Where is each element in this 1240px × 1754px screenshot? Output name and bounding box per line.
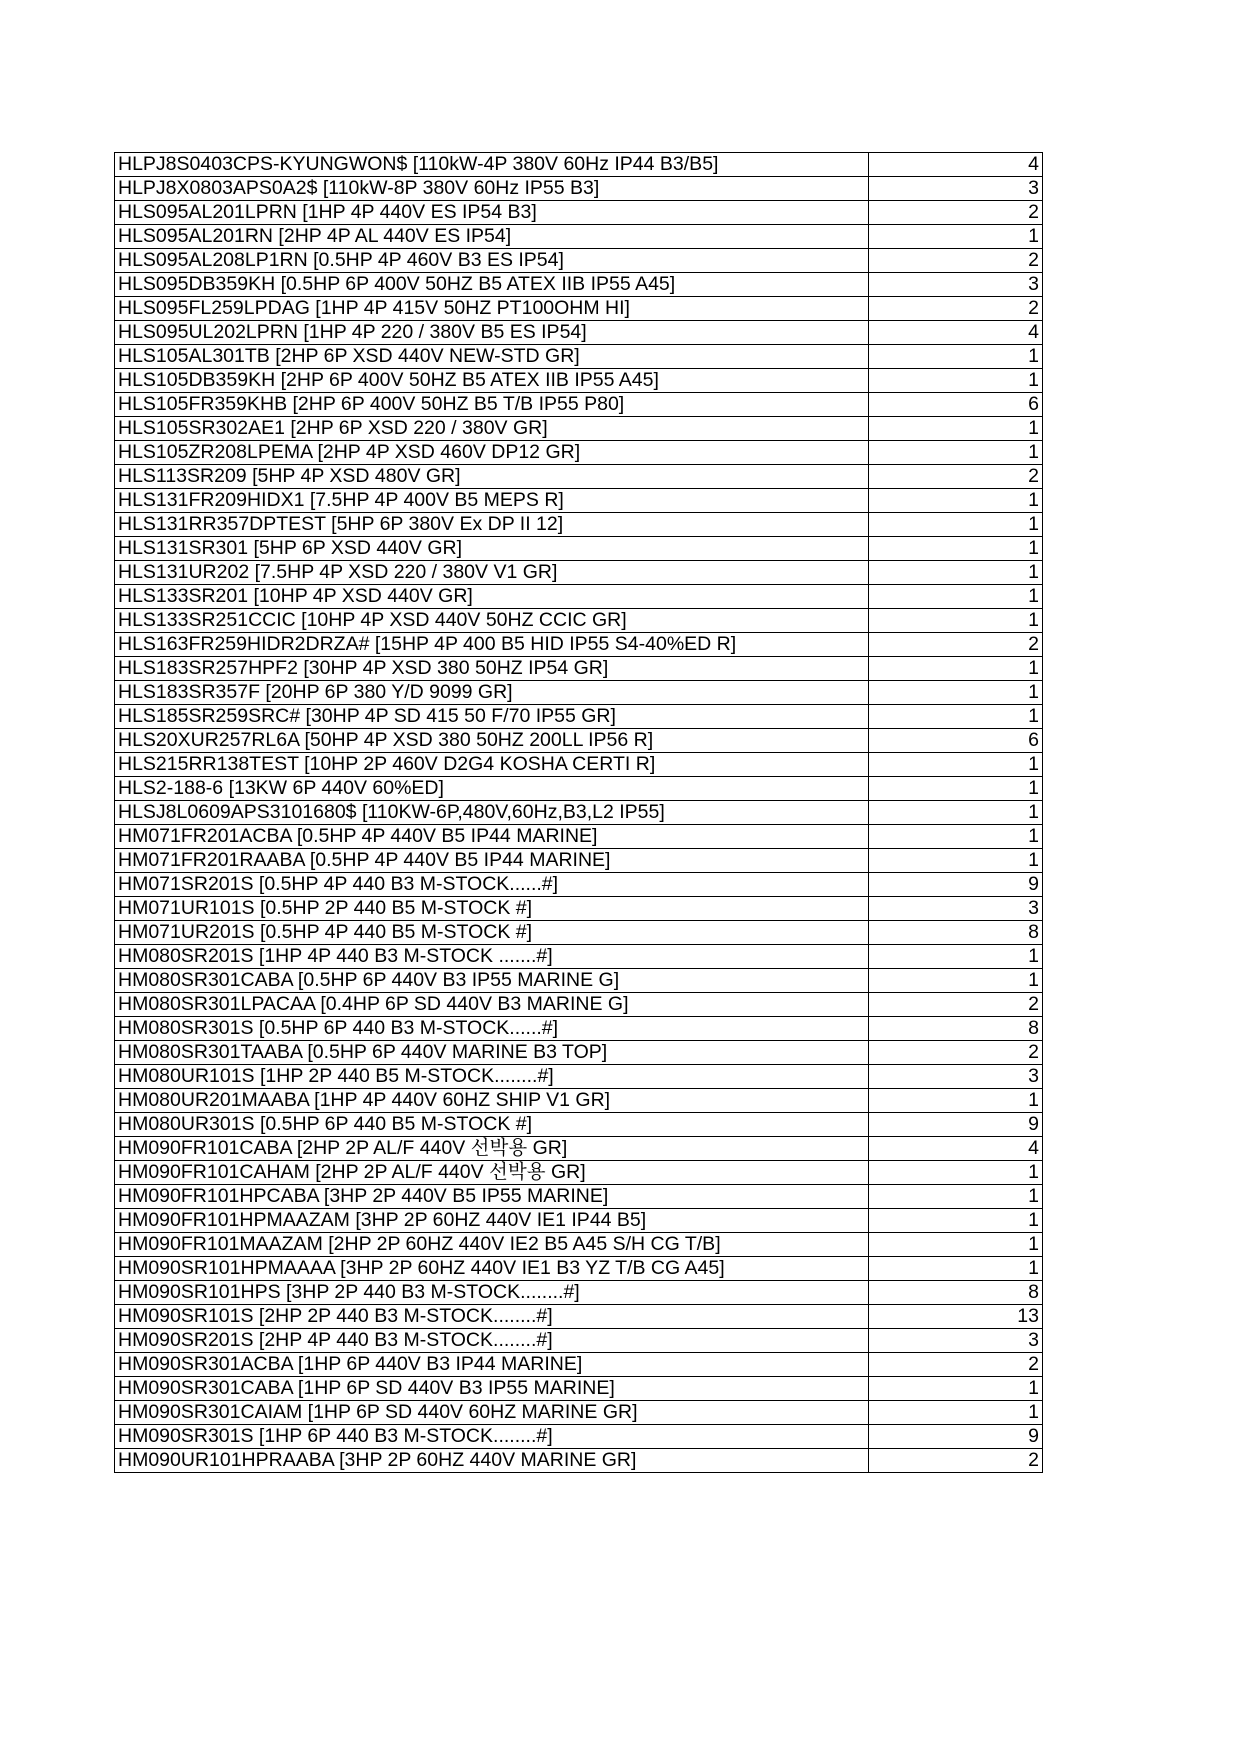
quantity-cell: 1	[869, 825, 1043, 849]
item-description-cell: HM090SR301S [1HP 6P 440 B3 M-STOCK........#]	[115, 1425, 869, 1449]
table-row	[115, 1017, 1043, 1041]
item-description-cell: HLS163FR259HIDR2DRZA# [15HP 4P 400 B5 HID IP55 S4-40%ED R]	[115, 633, 869, 657]
quantity-cell: 1	[869, 513, 1043, 537]
table-row	[115, 513, 1043, 537]
item-description-cell: HM071UR201S [0.5HP 4P 440 B5 M-STOCK #]	[115, 921, 869, 945]
item-description-cell: HLS20XUR257RL6A [50HP 4P XSD 380 50HZ 200LL IP56 R]	[115, 729, 869, 753]
table-row	[115, 945, 1043, 969]
quantity-cell: 1	[869, 657, 1043, 681]
item-description-cell: HLS095AL201RN [2HP 4P AL 440V ES IP54]	[115, 225, 869, 249]
table-row	[115, 753, 1043, 777]
quantity-cell: 1	[869, 1377, 1043, 1401]
item-description-cell: HLS095FL259LPDAG [1HP 4P 415V 50HZ PT100OHM HI]	[115, 297, 869, 321]
table-row	[115, 729, 1043, 753]
table-row	[115, 1425, 1043, 1449]
item-description-cell: HLS133SR251CCIC [10HP 4P XSD 440V 50HZ CCIC GR]	[115, 609, 869, 633]
quantity-cell: 9	[869, 1425, 1043, 1449]
quantity-cell: 2	[869, 465, 1043, 489]
item-description-cell: HM080SR301LPACAA [0.4HP 6P SD 440V B3 MARINE G]	[115, 993, 869, 1017]
table-row	[115, 561, 1043, 585]
table-row	[115, 489, 1043, 513]
item-description-cell: HLS2-188-6 [13KW 6P 440V 60%ED]	[115, 777, 869, 801]
table-row	[115, 1281, 1043, 1305]
quantity-cell: 6	[869, 393, 1043, 417]
item-description-cell: HM090FR101CAHAM [2HP 2P AL/F 440V 선박용 GR]	[115, 1161, 869, 1185]
quantity-cell: 1	[869, 1089, 1043, 1113]
item-description-cell: HLS105AL301TB [2HP 6P XSD 440V NEW-STD GR]	[115, 345, 869, 369]
item-description-cell: HM090SR101S [2HP 2P 440 B3 M-STOCK........#]	[115, 1305, 869, 1329]
quantity-cell: 1	[869, 1185, 1043, 1209]
quantity-cell: 1	[869, 225, 1043, 249]
table-row	[115, 1209, 1043, 1233]
table-row	[115, 993, 1043, 1017]
table-row	[115, 225, 1043, 249]
item-description-cell: HLS105DB359KH [2HP 6P 400V 50HZ B5 ATEX IIB IP55 A45]	[115, 369, 869, 393]
quantity-cell: 1	[869, 705, 1043, 729]
item-description-cell: HLPJ8S0403CPS-KYUNGWON$ [110kW-4P 380V 60Hz IP44 B3/B5]	[115, 153, 869, 177]
item-description-cell: HM090SR201S [2HP 4P 440 B3 M-STOCK........#]	[115, 1329, 869, 1353]
table-row	[115, 393, 1043, 417]
table-row	[115, 1401, 1043, 1425]
item-description-cell: HLS113SR209 [5HP 4P XSD 480V GR]	[115, 465, 869, 489]
item-description-cell: HM080UR201MAABA [1HP 4P 440V 60HZ SHIP V1 GR]	[115, 1089, 869, 1113]
table-row	[115, 1065, 1043, 1089]
inventory-table	[114, 152, 1043, 1473]
item-description-cell: HM090UR101HPRAABA [3HP 2P 60HZ 440V MARINE GR]	[115, 1449, 869, 1473]
table-row	[115, 825, 1043, 849]
item-description-cell: HLS131UR202 [7.5HP 4P XSD 220 / 380V V1 GR]	[115, 561, 869, 585]
table-row	[115, 1449, 1043, 1473]
item-description-cell: HM090FR101MAAZAM [2HP 2P 60HZ 440V IE2 B5 A45 S/H CG T/B]	[115, 1233, 869, 1257]
item-description-cell: HM080SR201S [1HP 4P 440 B3 M-STOCK .......#]	[115, 945, 869, 969]
quantity-cell: 1	[869, 1401, 1043, 1425]
table-row	[115, 201, 1043, 225]
item-description-cell: HM090SR101HPS [3HP 2P 440 B3 M-STOCK........#]	[115, 1281, 869, 1305]
table-row	[115, 1113, 1043, 1137]
quantity-cell: 1	[869, 369, 1043, 393]
quantity-cell: 8	[869, 1017, 1043, 1041]
quantity-cell: 1	[869, 609, 1043, 633]
table-row	[115, 369, 1043, 393]
quantity-cell: 3	[869, 177, 1043, 201]
quantity-cell: 6	[869, 729, 1043, 753]
quantity-cell: 2	[869, 1353, 1043, 1377]
quantity-cell: 2	[869, 201, 1043, 225]
table-row	[115, 873, 1043, 897]
quantity-cell: 1	[869, 561, 1043, 585]
table-row	[115, 609, 1043, 633]
table-row	[115, 1041, 1043, 1065]
item-description-cell: HLSJ8L0609APS3101680$ [110KW-6P,480V,60Hz,B3,L2 IP55]	[115, 801, 869, 825]
quantity-cell: 2	[869, 993, 1043, 1017]
item-description-cell: HM090SR301CABA [1HP 6P SD 440V B3 IP55 MARINE]	[115, 1377, 869, 1401]
quantity-cell: 4	[869, 153, 1043, 177]
quantity-cell: 1	[869, 345, 1043, 369]
item-description-cell: HM080UR101S [1HP 2P 440 B5 M-STOCK........#]	[115, 1065, 869, 1089]
quantity-cell: 8	[869, 1281, 1043, 1305]
item-description-cell: HM090FR101HPMAAZAM [3HP 2P 60HZ 440V IE1 IP44 B5]	[115, 1209, 869, 1233]
item-description-cell: HLPJ8X0803APS0A2$ [110kW-8P 380V 60Hz IP55 B3]	[115, 177, 869, 201]
quantity-cell: 2	[869, 633, 1043, 657]
item-description-cell: HLS095AL201LPRN [1HP 4P 440V ES IP54 B3]	[115, 201, 869, 225]
table-row	[115, 1377, 1043, 1401]
item-description-cell: HM080UR301S [0.5HP 6P 440 B5 M-STOCK #]	[115, 1113, 869, 1137]
item-description-cell: HM090SR301CAIAM [1HP 6P SD 440V 60HZ MARINE GR]	[115, 1401, 869, 1425]
item-description-cell: HM090FR101CABA [2HP 2P AL/F 440V 선박용 GR]	[115, 1137, 869, 1161]
quantity-cell: 1	[869, 969, 1043, 993]
quantity-cell: 2	[869, 1449, 1043, 1473]
table-row	[115, 897, 1043, 921]
quantity-cell: 1	[869, 1257, 1043, 1281]
quantity-cell: 1	[869, 537, 1043, 561]
quantity-cell: 1	[869, 1209, 1043, 1233]
item-description-cell: HM071SR201S [0.5HP 4P 440 B3 M-STOCK......#]	[115, 873, 869, 897]
table-row	[115, 921, 1043, 945]
item-description-cell: HLS131SR301 [5HP 6P XSD 440V GR]	[115, 537, 869, 561]
quantity-cell: 1	[869, 777, 1043, 801]
item-description-cell: HLS185SR259SRC# [30HP 4P SD 415 50 F/70 IP55 GR]	[115, 705, 869, 729]
quantity-cell: 1	[869, 417, 1043, 441]
item-description-cell: HLS095UL202LPRN [1HP 4P 220 / 380V B5 ES IP54]	[115, 321, 869, 345]
item-description-cell: HLS131FR209HIDX1 [7.5HP 4P 400V B5 MEPS R]	[115, 489, 869, 513]
quantity-cell: 4	[869, 321, 1043, 345]
quantity-cell: 1	[869, 489, 1043, 513]
table-row	[115, 1329, 1043, 1353]
item-description-cell: HLS183SR357F [20HP 6P 380 Y/D 9099 GR]	[115, 681, 869, 705]
item-description-cell: HM080SR301CABA [0.5HP 6P 440V B3 IP55 MARINE G]	[115, 969, 869, 993]
item-description-cell: HM080SR301S [0.5HP 6P 440 B3 M-STOCK......#]	[115, 1017, 869, 1041]
item-description-cell: HM071FR201ACBA [0.5HP 4P 440V B5 IP44 MARINE]	[115, 825, 869, 849]
table-row	[115, 681, 1043, 705]
table-row	[115, 1353, 1043, 1377]
quantity-cell: 1	[869, 753, 1043, 777]
quantity-cell: 2	[869, 249, 1043, 273]
table-row	[115, 441, 1043, 465]
table-row	[115, 777, 1043, 801]
table-row	[115, 297, 1043, 321]
table-row	[115, 801, 1043, 825]
quantity-cell: 13	[869, 1305, 1043, 1329]
inventory-rows	[115, 153, 1043, 1473]
quantity-cell: 1	[869, 681, 1043, 705]
quantity-cell: 3	[869, 897, 1043, 921]
table-row	[115, 1257, 1043, 1281]
item-description-cell: HM090SR101HPMAAAA [3HP 2P 60HZ 440V IE1 B3 YZ T/B CG A45]	[115, 1257, 869, 1281]
table-row	[115, 249, 1043, 273]
table-row	[115, 1161, 1043, 1185]
quantity-cell: 1	[869, 441, 1043, 465]
table-row	[115, 321, 1043, 345]
table-row	[115, 345, 1043, 369]
item-description-cell: HM071UR101S [0.5HP 2P 440 B5 M-STOCK #]	[115, 897, 869, 921]
table-row	[115, 849, 1043, 873]
item-description-cell: HLS105FR359KHB [2HP 6P 400V 50HZ B5 T/B IP55 P80]	[115, 393, 869, 417]
item-description-cell: HM090FR101HPCABA [3HP 2P 440V B5 IP55 MARINE]	[115, 1185, 869, 1209]
quantity-cell: 1	[869, 849, 1043, 873]
item-description-cell: HLS105SR302AE1 [2HP 6P XSD 220 / 380V GR]	[115, 417, 869, 441]
quantity-cell: 4	[869, 1137, 1043, 1161]
table-row	[115, 633, 1043, 657]
item-description-cell: HLS131RR357DPTEST [5HP 6P 380V Ex DP II 12]	[115, 513, 869, 537]
quantity-cell: 9	[869, 1113, 1043, 1137]
item-description-cell: HLS105ZR208LPEMA [2HP 4P XSD 460V DP12 GR]	[115, 441, 869, 465]
quantity-cell: 1	[869, 945, 1043, 969]
table-row	[115, 537, 1043, 561]
item-description-cell: HM071FR201RAABA [0.5HP 4P 440V B5 IP44 MARINE]	[115, 849, 869, 873]
table-row	[115, 177, 1043, 201]
table-row	[115, 657, 1043, 681]
table-row	[115, 417, 1043, 441]
quantity-cell: 9	[869, 873, 1043, 897]
quantity-cell: 3	[869, 273, 1043, 297]
quantity-cell: 1	[869, 1161, 1043, 1185]
table-row	[115, 705, 1043, 729]
quantity-cell: 1	[869, 1233, 1043, 1257]
quantity-cell: 3	[869, 1329, 1043, 1353]
item-description-cell: HLS095DB359KH [0.5HP 6P 400V 50HZ B5 ATEX IIB IP55 A45]	[115, 273, 869, 297]
item-description-cell: HLS215RR138TEST [10HP 2P 460V D2G4 KOSHA CERTI R]	[115, 753, 869, 777]
item-description-cell: HLS183SR257HPF2 [30HP 4P XSD 380 50HZ IP54 GR]	[115, 657, 869, 681]
table-row	[115, 585, 1043, 609]
item-description-cell: HM080SR301TAABA [0.5HP 6P 440V MARINE B3 TOP]	[115, 1041, 869, 1065]
quantity-cell: 1	[869, 801, 1043, 825]
quantity-cell: 1	[869, 585, 1043, 609]
table-row	[115, 969, 1043, 993]
table-row	[115, 1137, 1043, 1161]
item-description-cell: HLS133SR201 [10HP 4P XSD 440V GR]	[115, 585, 869, 609]
item-description-cell: HLS095AL208LP1RN [0.5HP 4P 460V B3 ES IP54]	[115, 249, 869, 273]
table-row	[115, 1185, 1043, 1209]
table-row	[115, 465, 1043, 489]
table-row	[115, 1089, 1043, 1113]
quantity-cell: 8	[869, 921, 1043, 945]
item-description-cell: HM090SR301ACBA [1HP 6P 440V B3 IP44 MARINE]	[115, 1353, 869, 1377]
quantity-cell: 3	[869, 1065, 1043, 1089]
table-row	[115, 153, 1043, 177]
table-row	[115, 273, 1043, 297]
table-row	[115, 1233, 1043, 1257]
quantity-cell: 2	[869, 1041, 1043, 1065]
table-row	[115, 1305, 1043, 1329]
quantity-cell: 2	[869, 297, 1043, 321]
